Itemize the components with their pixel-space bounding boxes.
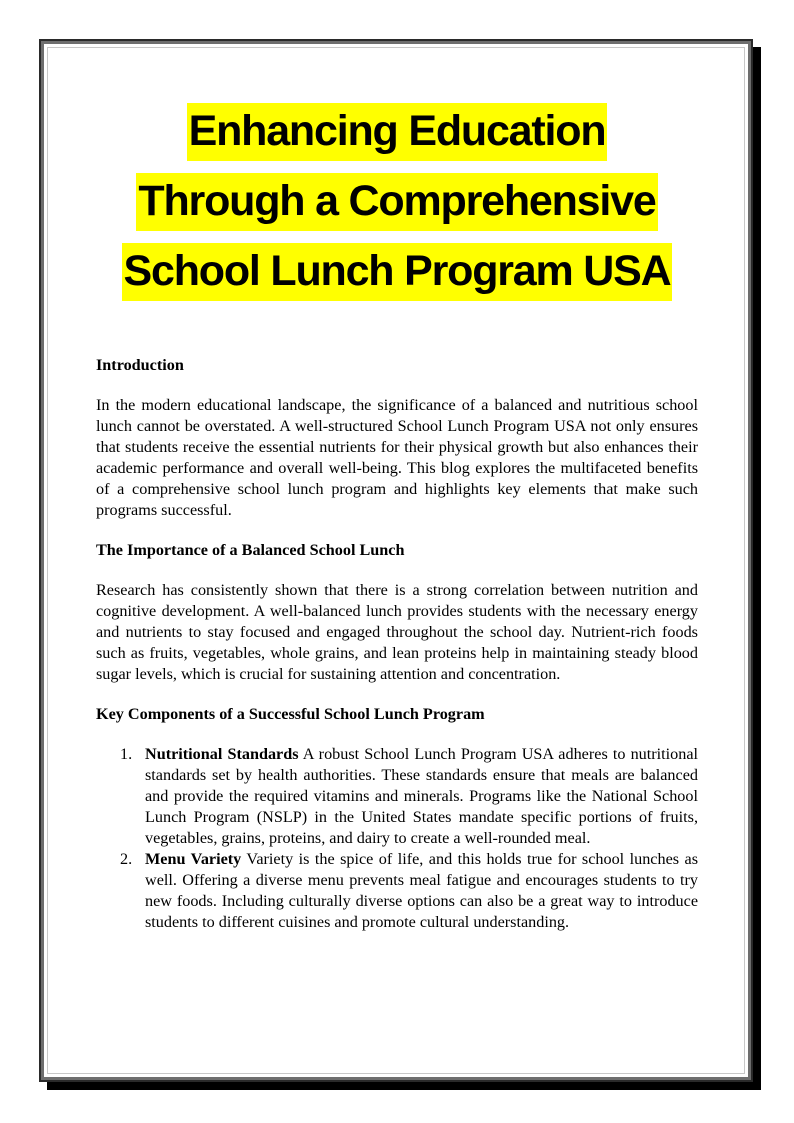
title-highlight: Through a Comprehensive [136,173,657,231]
introduction-paragraph: In the modern educational landscape, the significance of a balanced and nutritious school lunch cannot be overstated. A well-structured School Lunch Program USA not only ensures that students receive the essential nutrients for their physical growth but also enhances their academic performance and overall well-being. This blog explores the multifaceted benefits of a comprehensive school lunch program and highlights key elements that make such programs successful. [96,396,698,519]
key-components-list [96,744,698,933]
title-line-1 [0,96,794,166]
list-item [96,849,698,933]
section-heading-introduction: Introduction [96,356,184,374]
importance-paragraph: Research has consistently shown that there is a strong correlation between nutrition and cognitive development. A well-balanced lunch provides students with the necessary energy and nutrients to stay focused and engaged throughout the school day. Nutrient-rich foods such as fruits, vegetables, whole grains, and lean proteins help in maintaining steady blood sugar levels, which is crucial for sustaining attention and concentration. [96,581,698,683]
list-term: Menu Variety [145,850,242,868]
section-heading-key-components: Key Components of a Successful School Lunch Program [96,705,485,723]
document-title [0,96,794,306]
list-number: 1. [120,745,133,763]
list-term: Nutritional Standards [145,745,299,763]
list-text: Variety is the spice of life, and this holds true for school lunches as well. Offering a diverse menu prevents meal fatigue and encourages students to try new foods. Including culturally diverse options can also be a great way to introduce students to different cuisines and promote cultural understanding. [145,850,698,931]
title-highlight: Enhancing Education [187,103,608,161]
title-line-2 [0,166,794,236]
title-line-3 [0,236,794,306]
title-highlight: School Lunch Program USA [122,243,673,301]
list-number: 2. [120,850,133,868]
list-text: A robust School Lunch Program USA adheres to nutritional standards set by health authorities. These standards ensure that meals are balanced and provide the required vitamins and minerals. Programs like the National School Lunch Program (NSLP) in the United States mandate specific portions of fruits, vegetables, grains, proteins, and dairy to create a well-rounded meal. [145,745,699,847]
document-body [96,355,698,933]
list-item [96,744,698,849]
section-heading-importance: The Importance of a Balanced School Lunch [96,541,405,559]
